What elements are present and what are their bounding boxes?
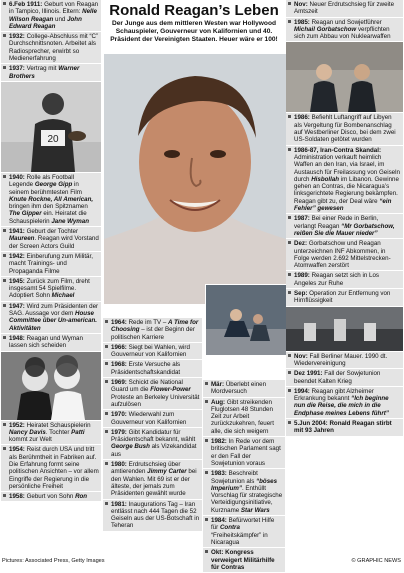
timeline-entry: 1964: Rede im TV – A Time for Choosing – ist der Beginn der politischen Karriere [103, 318, 202, 342]
timeline-entry: 1945: Zurück zum Film, dreht insgesamt 54 Spielfilme. Adoptiert Sohn Michael [1, 277, 101, 301]
timeline-entry: 1948: Reagan und Wyman lassen sich scheiden [1, 334, 101, 351]
page-title: Ronald Reagan’s Leben [109, 2, 279, 19]
timeline-entry: Nov: Fall Berliner Mauer. 1990 dt. Wiedervereinigung [286, 352, 403, 369]
timeline-entry: 1985: Reagan und Sowjetführer Michail Gorbatschow verpflichten sich zum Abbau von Nuklearwaffen [286, 18, 403, 42]
timeline-entry: Nov: Neuer Erdrutschsieg für zweite Amtszeit [286, 0, 403, 17]
middle-timeline-column-1 [103, 318, 202, 532]
timeline-entry: 1947: Wird zum Präsidenten der SAG. Aussage vor dem House Committee über Un-american. Aktivitäten [1, 302, 101, 333]
timeline-entry: 1966: Siegt bei Wahlen, wird Gouverneur von Kalifornien [103, 343, 202, 360]
svg-text:20: 20 [47, 133, 59, 145]
left-timeline-column [1, 0, 101, 502]
timeline-entry: 1986-87, Iran-Contra Skandal: Administration verkauft heimlich Waffen an den Iran, via Israel, im Austausch für Freilassung von Geiseln durch Hisbollah im Libanon. Gewinne gehen an Contras, die Nicaragua’s linksgerichtete Regierung bekämpfen. Reagan gibt zu, der Deal wäre “ein Fehler” gewesen [286, 146, 403, 214]
middle-timeline-column-2 [203, 380, 285, 573]
timeline-entry: 1937: Vertrag mit Warner Brothers [1, 64, 101, 81]
wedding-photo [1, 352, 101, 420]
timeline-entry: 1941: Geburt der Tochter Maureen. Reagan wird Vorstand der Screen Actors Guild [1, 227, 101, 251]
timeline-entry: Dez 1991: Fall der Sowjetunion beendet Kalten Krieg [286, 369, 403, 386]
timeline-entry: 1987: Bei einer Rede in Berlin, verlangt Reagan “Mr Gorbatschow, reißen Sie die Mauer nieder” [286, 214, 403, 238]
right-timeline-column [286, 0, 403, 437]
timeline-entry: 1980: Erdrutschsieg über amtierenden Jimmy Carter bei den Wahlen. Mit 69 ist er der älteste, der jemals zum Präsidenten gewählt wurde [103, 460, 202, 498]
timeline-entry: 1940: Rolle als Football Legende George Gipp in seinem berühmtesten Film Knute Rockne, All American, bringen ihm den Spitznamen The Gipper ein. Heiratet die Schauspielerin Jane Wyman [1, 173, 101, 226]
timeline-entry: 1984: Befürwortet Hilfe für Contra “Freiheitskämpfer” in Nicaragua [203, 516, 285, 547]
timeline-entry: 1982: In Rede vor dem britischen Parlament sagt er den Fall der Sowjetunion voraus [203, 437, 285, 468]
graphic-news-brand: © GRAPHIC NEWS [351, 558, 401, 564]
reagan-portrait-photo [104, 54, 286, 304]
photo-credits: Pictures: Associated Press, Getty Images [2, 558, 105, 564]
timeline-entry: Okt: Kongress verweigert Militärhilfe für Contras [203, 548, 285, 572]
timeline-entry: 1983: Beschreibt Sowjetunion als “böses Imperium”. Enthüllt Vorschlag für strategische Verteidigungsinitiative, Kurzname Star Wars [203, 469, 285, 515]
timeline-entry: Sep: Operation zur Entfernung von Hirnflüssigkeit [286, 289, 403, 306]
timeline-entry: 1989: Reagan setzt sich in Los Angeles zur Ruhe [286, 271, 403, 288]
berlin-wall-photo [286, 307, 403, 351]
timeline-entry: 1958: Geburt von Sohn Ron [1, 492, 101, 501]
timeline-entry: Aug: Gibt streikenden Fluglotsen 48 Stunden Zeit zur Arbeit zurückzukehren, feuert alle, die sich weigern [203, 398, 285, 436]
timeline-entry: 1932: College-Abschluss mit “C” Durchschnittsnoten. Arbeitet als Radiosprecher, erwirbt so Medienerfahrung [1, 32, 101, 63]
timeline-entry: 1994: Reagan gibt Alzheimer Erkrankung bekannt “Ich beginne nun die Reise, die mich in die Endphase meines Lebens führt” [286, 387, 403, 418]
timeline-entry: 1979: Gibt Kandidatur für Präsidentschaft bekannt, wählt George Bush als Vizekandidat aus [103, 428, 202, 459]
football-photo [1, 82, 101, 172]
timeline-entry: 1981: Inaugurations Tag – Iran entlässt nach 444 Tagen die 52 Geiseln aus der US-Botschaft in Teheran [103, 500, 202, 531]
timeline-entry: 1954: Reist durch USA und tritt als Berühmtheit in Fabriken auf. Die Erfahrung formt seine politischen Ansichten – vor allem Eingriffe der Regierung in die persönliche Freiheit [1, 445, 101, 491]
timeline-entry: Dez: Gorbatschow und Reagan unterzeichnen INF Abkommen, in Folge werden 2.692 Mittelstrecken-Atomwaffen zerstört [286, 239, 403, 270]
timeline-entry: 1968: Erste Versuche als Präsidentschaftskandidat [103, 360, 202, 377]
timeline-entry: 1942: Einberufung zum Militär, macht Trainings- und Propaganda Filme [1, 252, 101, 276]
timeline-entry: 1986: Befiehlt Luftangriff auf Libyen als Vergeltung für Bombenanschlag auf Westberliner Disco, bei dem zwei US-Soldaten getötet wurden [286, 113, 403, 144]
timeline-entry: 1969: Schickt die National Guard um die Flower-Power Proteste an Berkeley Universität aufzulösen [103, 378, 202, 409]
assassination-photo [205, 284, 287, 356]
timeline-entry: 1970: Wiederwahl zum Gouverneur von Kalifornien [103, 410, 202, 427]
summit-photo [286, 42, 403, 112]
timeline-entry: 6.Feb 1911: Geburt von Reagan in Tampico, Illinois. Eltern: Nelle Wilson Reagan und John Edward Reagan [1, 0, 101, 31]
timeline-entry: Mär: Überlebt einen Mordversuch [203, 380, 285, 397]
timeline-entry: 5.Jun 2004: Ronald Reagan stirbt mit 93 Jahren [286, 419, 403, 436]
timeline-entry: 1952: Heiratet Schauspielerin Nancy Davis. Tochter Patti kommt zur Welt [1, 421, 101, 445]
page-subtitle: Der Junge aus dem mittleren Westen war Hollywood Schauspieler, Gouverneur von Kalifornien und 40. Präsident der Vereinigten Staaten. Heuer wäre er 100! [110, 20, 278, 43]
